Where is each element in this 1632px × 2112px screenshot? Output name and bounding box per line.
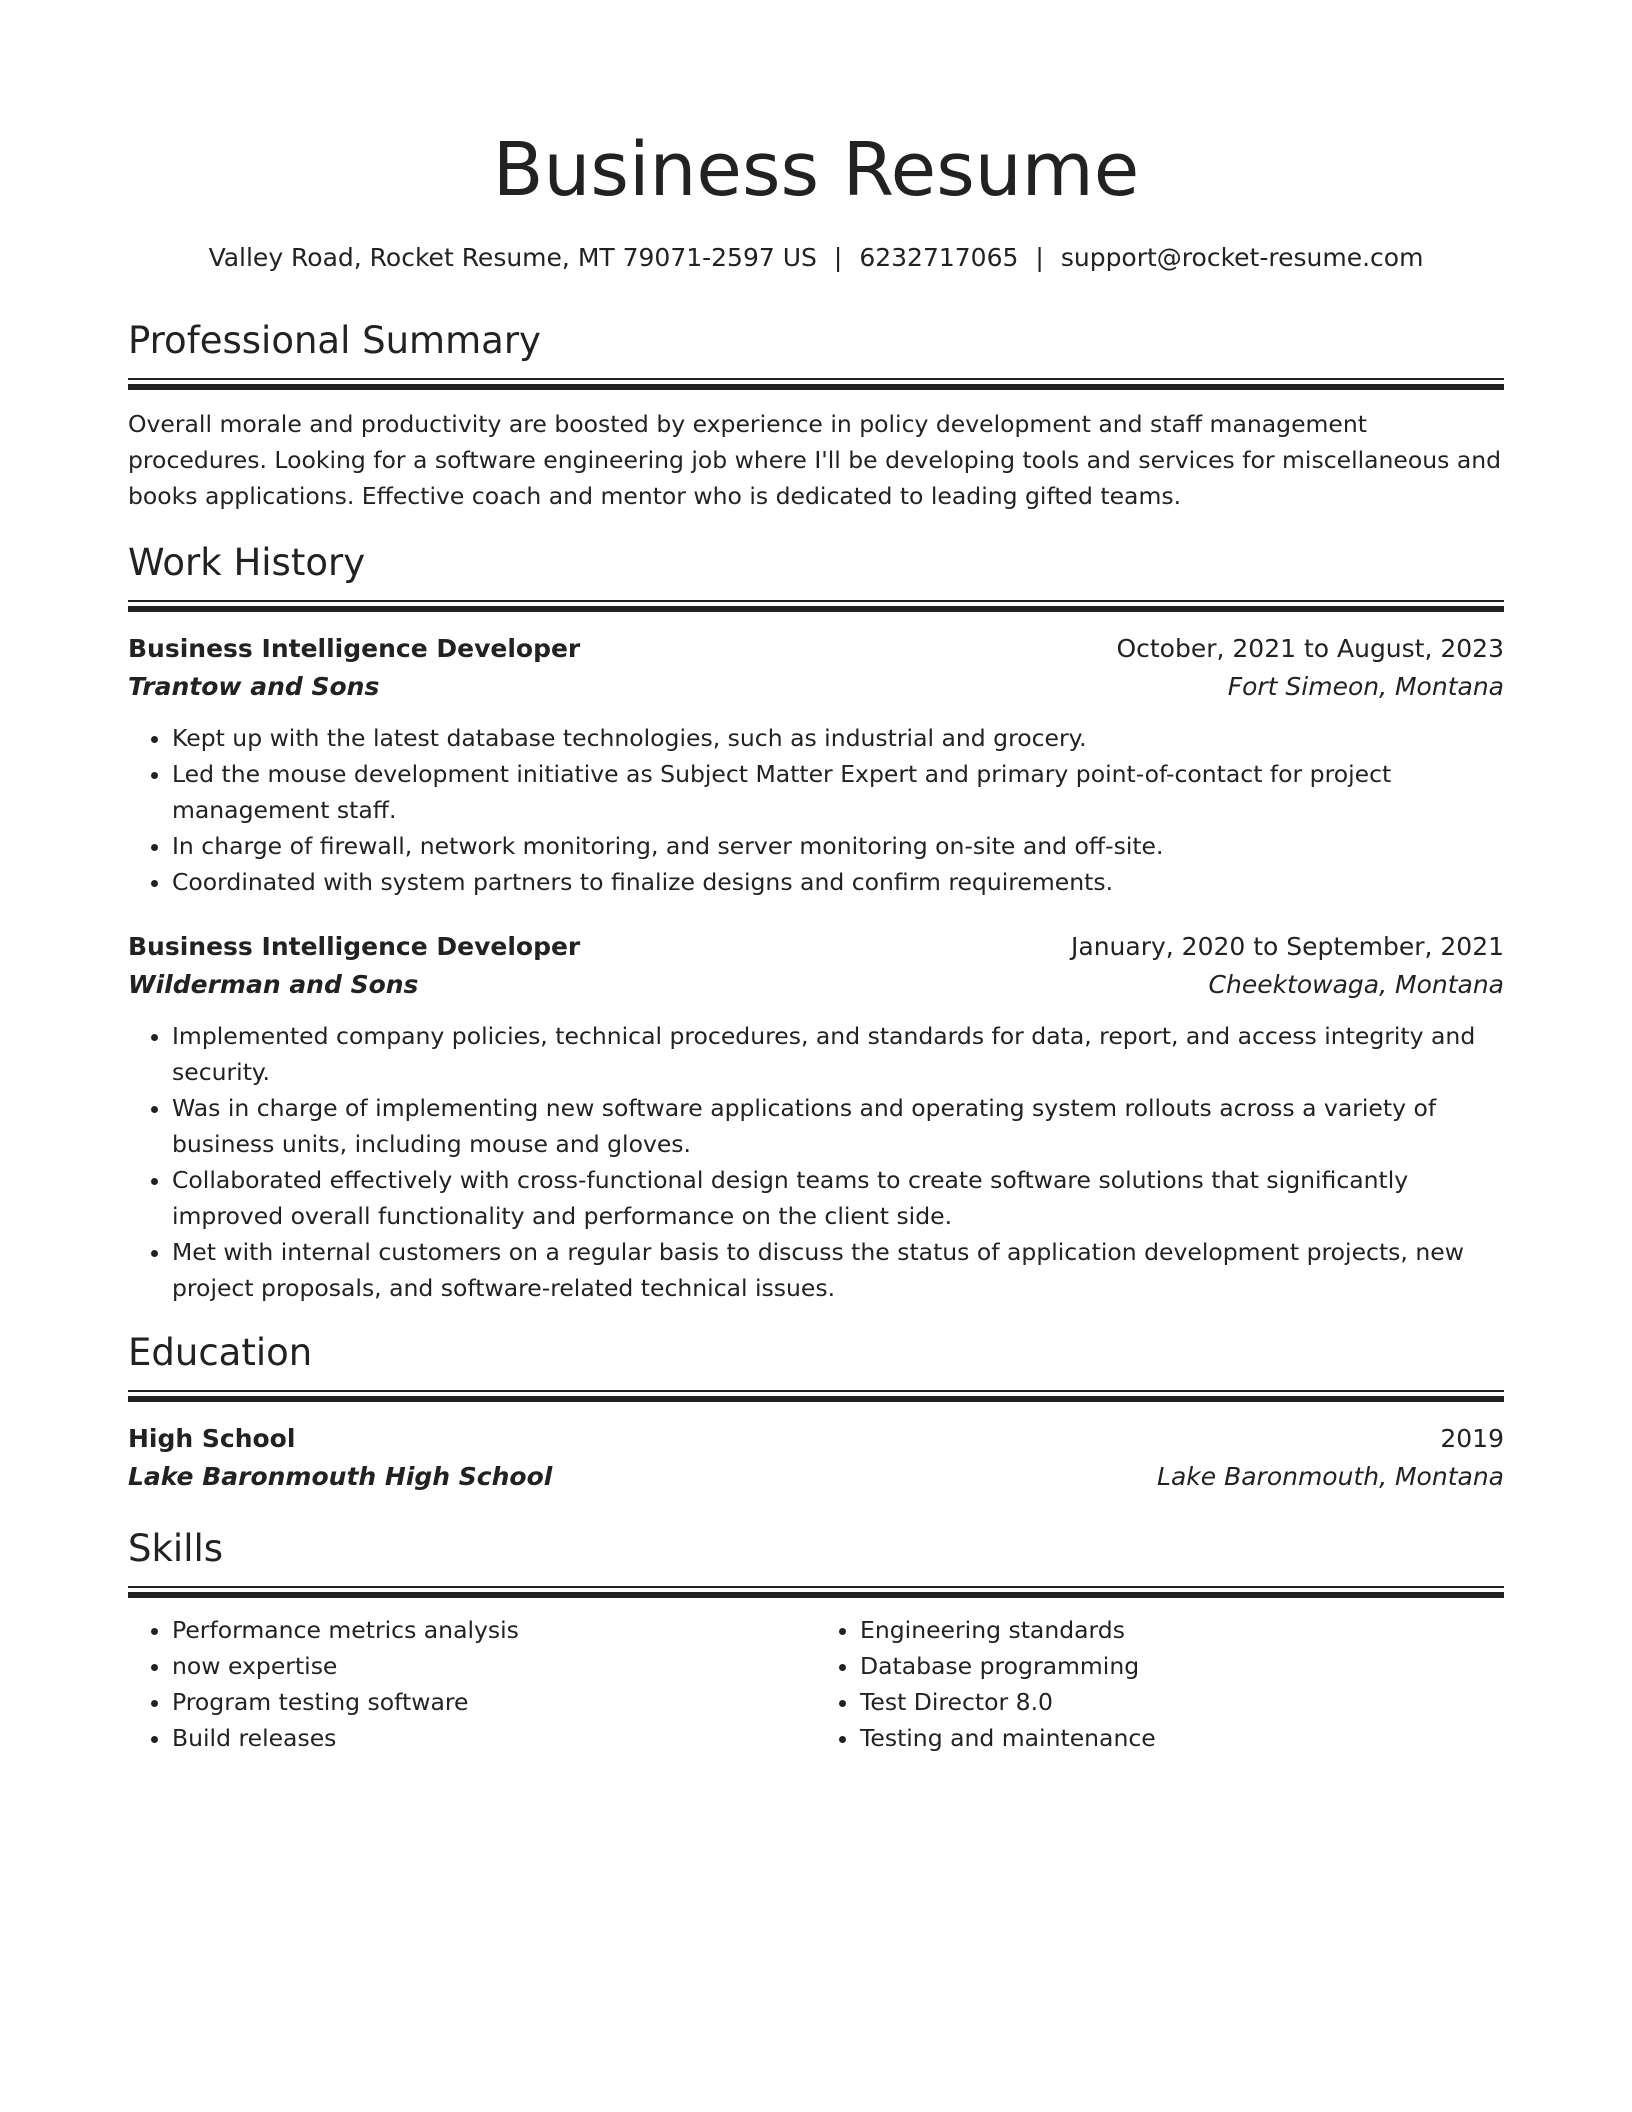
skills-heading: Skills [128,1527,224,1570]
contact-separator: | [1035,243,1044,272]
skill-item: • Database programming [860,1648,1504,1684]
skill-item: • Test Director 8.0 [860,1684,1504,1720]
job-company-row [128,668,1504,706]
job-bullet: • Coordinated with system partners to finalize designs and confirm requirements. [172,864,1504,900]
section-divider-thick [128,1396,1504,1402]
summary-text: Overall morale and productivity are boosted by experience in policy development and staff management procedures. Looking for a software engineering job where I'll be developing tools and services for miscellaneous and books applications. Effective coach and mentor who is dedicated to leading gifted teams. [128,410,1502,510]
education-header-row [128,1420,1504,1458]
education-degree: High School [128,1424,296,1453]
job-location: Fort Simeon, Montana [1227,672,1504,701]
section-divider-thick [128,384,1504,390]
education-entry [128,1420,1504,1496]
job-bullet-list [128,1018,1504,1306]
job-company: Trantow and Sons [128,672,380,701]
skill-item: • Build releases [172,1720,816,1756]
job-entry [128,630,1504,900]
job-bullet: • Collaborated effectively with cross-functional design teams to create software solutions that significantly improved overall functionality and performance on the client side. [172,1162,1504,1234]
contact-address: Valley Road, Rocket Resume, MT 79071-2597 US [208,243,817,272]
skills-list [816,1612,1504,1756]
job-bullet-list [128,720,1504,900]
job-bullet: • Led the mouse development initiative as Subject Matter Expert and primary point-of-contact for project management staff. [172,756,1504,828]
job-header-row [128,630,1504,668]
contact-line [128,240,1504,276]
job-header-row [128,928,1504,966]
work-history-heading: Work History [128,541,366,584]
skill-item: • Performance metrics analysis [172,1612,816,1648]
section-divider-thin [128,378,1504,380]
job-entry [128,928,1504,1306]
job-bullet: • Met with internal customers on a regular basis to discuss the status of application development projects, new project proposals, and software-related technical issues. [172,1234,1504,1306]
education-school-row [128,1458,1504,1496]
skill-item: • Engineering standards [860,1612,1504,1648]
skills-grid [128,1612,1504,1756]
education-year: 2019 [1440,1424,1504,1453]
education-section [128,1328,1504,1496]
contact-separator: | [833,243,843,272]
skills-column-right [816,1612,1504,1756]
section-divider-thick [128,606,1504,612]
job-bullet: • In charge of firewall, network monitoring, and server monitoring on-site and off-site. [172,828,1504,864]
job-dates: October, 2021 to August, 2023 [1116,634,1504,663]
job-bullet: • Was in charge of implementing new software applications and operating system rollouts across a variety of business units, including mouse and gloves. [172,1090,1504,1162]
section-divider-thick [128,1592,1504,1598]
skill-item: • Program testing software [172,1684,816,1720]
summary-section [128,316,1504,514]
skills-list [128,1612,816,1756]
skills-column-left [128,1612,816,1756]
section-divider-thin [128,1586,1504,1588]
job-company-row [128,966,1504,1004]
job-company: Wilderman and Sons [128,970,419,999]
education-heading: Education [128,1331,313,1374]
job-location: Cheektowaga, Montana [1208,970,1504,999]
job-title: Business Intelligence Developer [128,634,581,663]
education-school: Lake Baronmouth High School [128,1462,553,1491]
contact-phone: 6232717065 [859,243,1019,272]
summary-heading: Professional Summary [128,319,541,362]
work-history-section [128,538,1504,1306]
job-dates: January, 2020 to September, 2021 [1071,932,1504,961]
job-bullet: • Kept up with the latest database technologies, such as industrial and grocery. [172,720,1504,756]
resume-title: Business Resume [492,127,1140,213]
section-divider-thin [128,1390,1504,1392]
skill-item: • now expertise [172,1648,816,1684]
education-location: Lake Baronmouth, Montana [1157,1462,1504,1491]
skill-item: • Testing and maintenance [860,1720,1504,1756]
contact-email: support@rocket-resume.com [1060,243,1424,272]
job-title: Business Intelligence Developer [128,932,581,961]
job-bullet: • Implemented company policies, technical procedures, and standards for data, report, and access integrity and security. [172,1018,1504,1090]
section-divider-thin [128,600,1504,602]
skills-section [128,1524,1504,1756]
